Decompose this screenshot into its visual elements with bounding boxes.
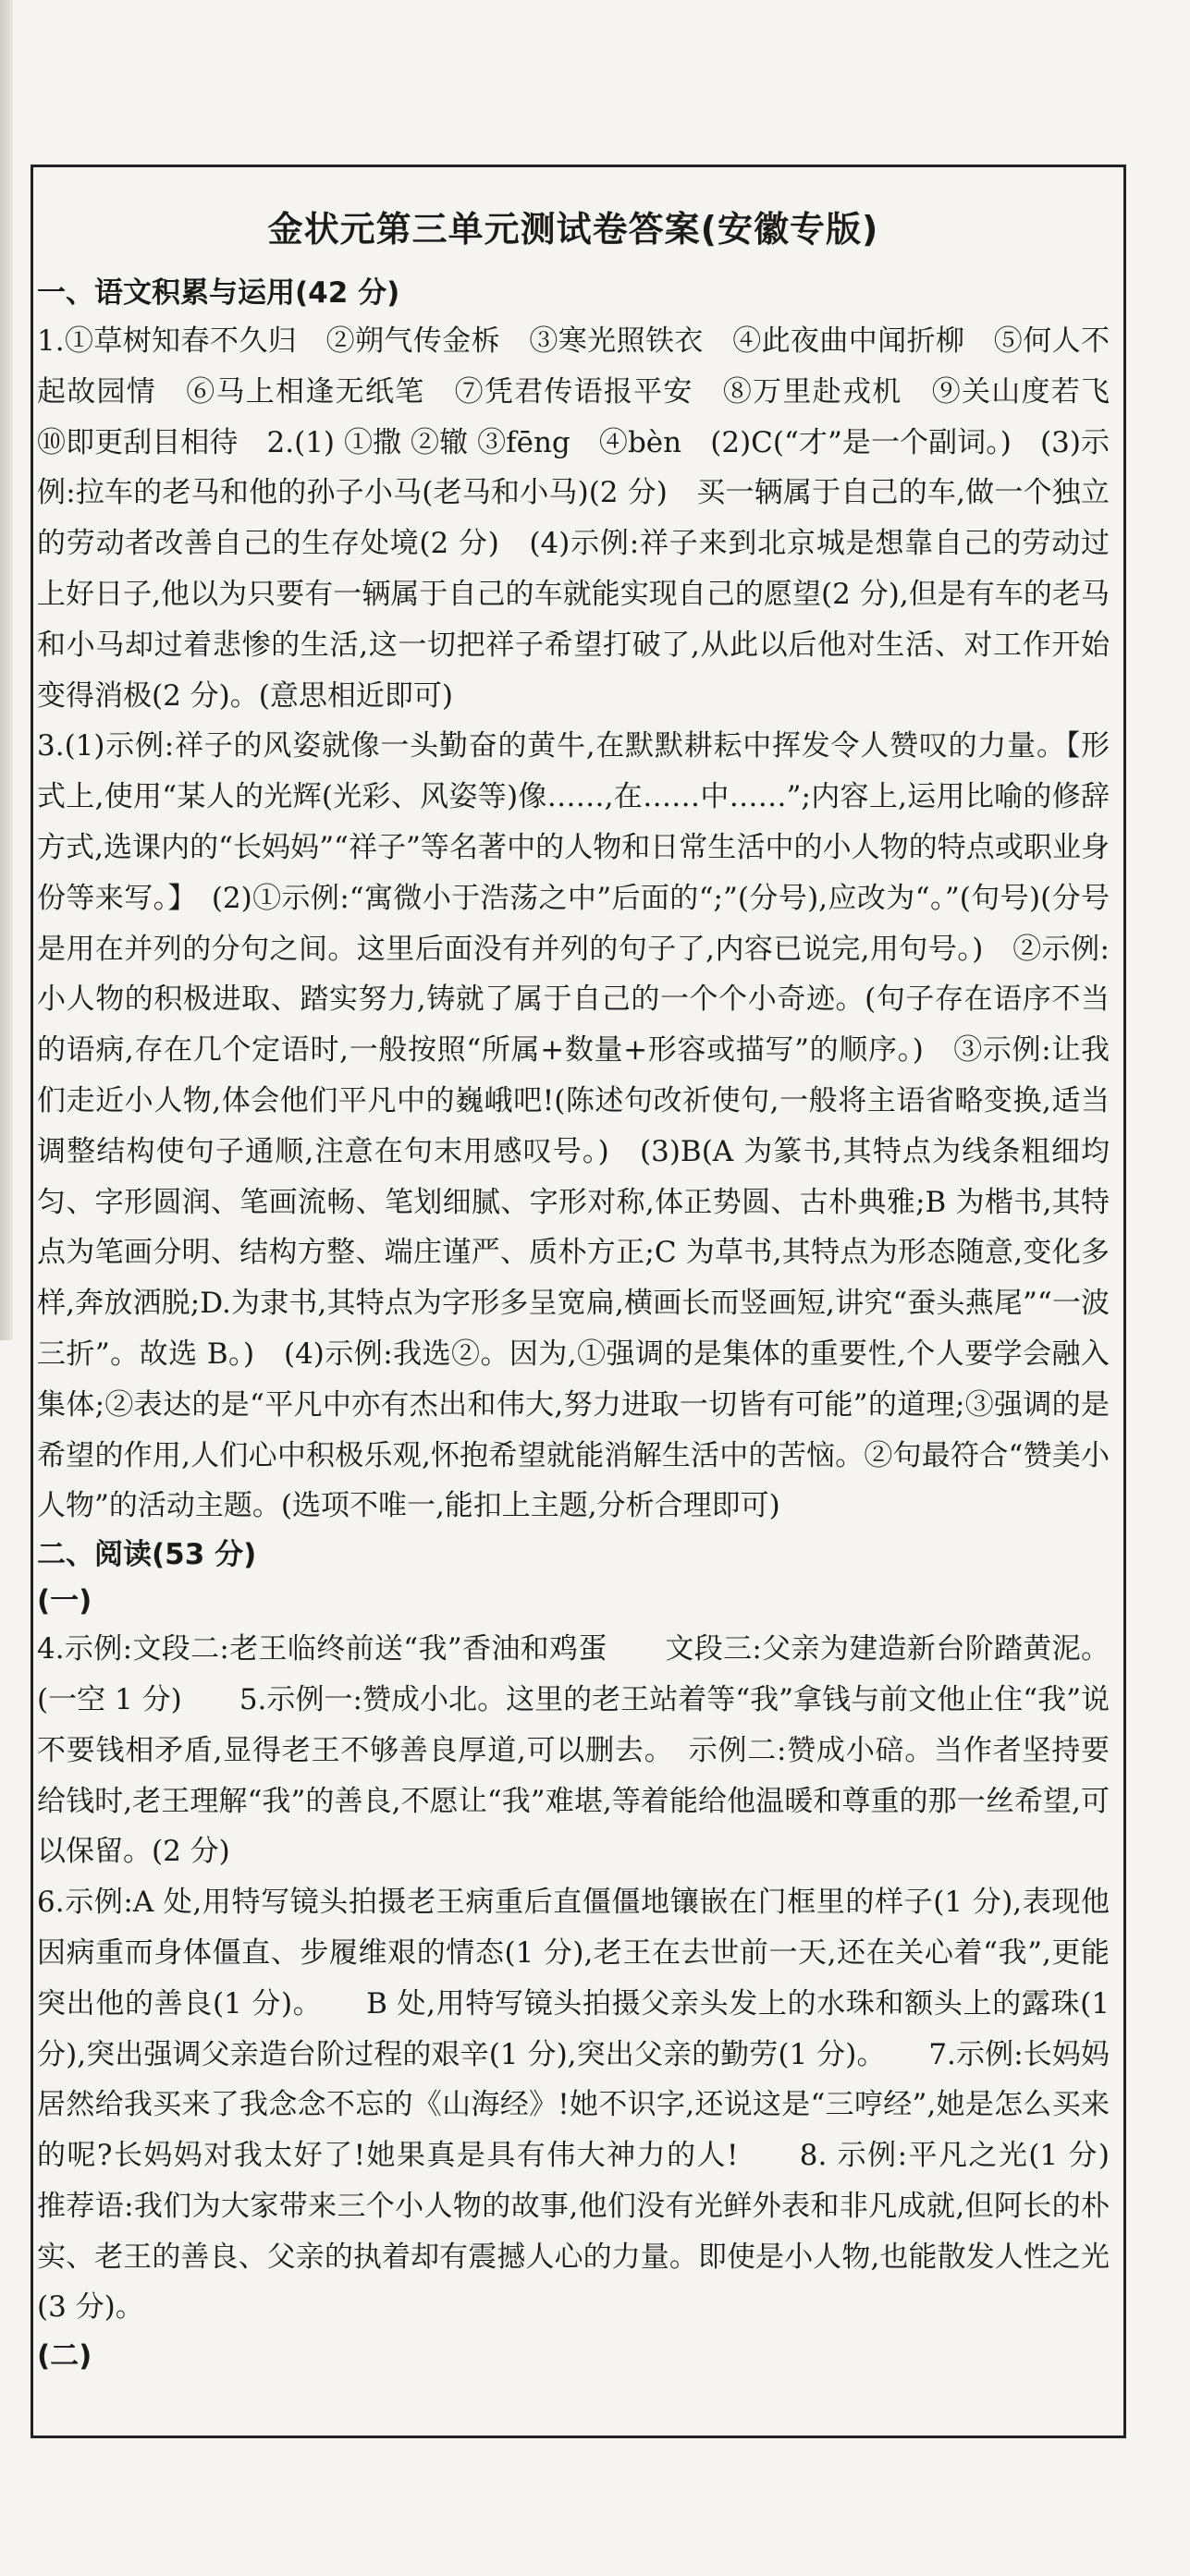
answer-paragraph-q4-q5: 4.示例:文段二:老王临终前送“我”香油和鸡蛋 文段三:父亲为建造新台阶踏黄泥。(一空 1 分) 5.示例一:赞成小北。这里的老王站着等“我”拿钱与前文他止住“我”说不要钱相矛盾,显得老王不够善良厚道,可以删去。 示例二:赞成小碚。当作者坚持要给钱时,老王理解“我”的善良,不愿让“我”难堪,等着能给他温暖和尊重的那一丝希望,可以保留。(2 分) <box>37 1632 1110 1869</box>
answer-paragraph-q1-q2: 1.①草树知春不久归 ②朔气传金柝 ③寒光照铁衣 ④此夜曲中闻折柳 ⑤何人不起故园情 ⑥马上相逢无纸笔 ⑦凭君传语报平安 ⑧万里赴戎机 ⑨关山度若飞 ⑩即更刮目相待 2.(1) ①撒 ②辙 ③fēng ④bèn (2)C(“才”是一个副词。) (3)示例:拉车的老马和他的孙子小马(老马和小马)(2 分) 买一辆属于自己的车,做一个独立的劳动者改善自己的生存处境(2 分) (4)示例:祥子来到北京城是想靠自己的劳动过上好日子,他以为只要有一辆属于自己的车就能实现自己的愿望(2 分),但是有车的老马和小马却过着悲惨的生活,这一切把祥子希望打破了,从此以后他对生活、对工作开始变得消极(2 分)。(意思相近即可) <box>37 324 1138 713</box>
answer-content <box>37 189 1138 2379</box>
page-title: 金状元第三单元测试卷答案(安徽专版) <box>267 209 879 250</box>
page-binding-edge <box>0 0 13 1340</box>
section-heading-reading: 二、阅读(53 分) <box>37 1538 257 1572</box>
section-heading-accumulation: 一、语文积累与运用(42 分) <box>37 276 400 310</box>
answer-paragraph-q3: 3.(1)示例:祥子的风姿就像一头勤奋的黄牛,在默默耕耘中挥发令人赞叹的力量。【形式上,使用“某人的光辉(光彩、风姿等)像……,在……中……”;内容上,运用比喻的修辞方式,选课内的“长妈妈”“祥子”等名著中的人物和日常生活中的小人物的特点或职业身份等来写。】 (2)①示例:“寓微小于浩荡之中”后面的“;”(分号),应改为“。”(句号)(分号是用在并列的分句之间。这里后面没有并列的句子了,内容已说完,用句号。) ②示例:小人物的积极进取、踏实努力,铸就了属于自己的一个个小奇迹。(句子存在语序不当的语病,存在几个定语时,一般按照“所属+数量+形容或描写”的顺序。) ③示例:让我们走近小人物,体会他们平凡中的巍峨吧!(陈述句改祈使句,一般将主语省略变换,适当调整结构使句子通顺,注意在句末用感叹号。) (3)B(A 为篆书,其特点为线条粗细均匀、字形圆润、笔画流畅、笔划细腻、字形对称,体正势圆、古朴典雅;B 为楷书,其特点为笔画分明、结构方整、端庄谨严、质朴方正;C 为草书,其特点为形态随意,变化多样,奔放洒脱;D.为隶书,其特点为字形多呈宽扁,横画长而竖画短,讲究“蚕头燕尾”“一波三折”。故选 B。) (4)示例:我选②。因为,①强调的是集体的重要性,个人要学会融入集体;②表达的是“平凡中亦有杰出和伟大,努力进取一切皆有可能”的道理;③强调的是希望的作用,人们心中积极乐观,怀抱希望就能消解生活中的苦恼。②句最符合“赞美小人物”的活动主题。(选项不唯一,能扣上主题,分析合理即可) <box>37 729 1110 1523</box>
subsection-heading-1: (一) <box>37 1584 92 1618</box>
subsection-heading-2: (二) <box>37 2339 92 2374</box>
answer-paragraph-q6-q8: 6.示例:A 处,用特写镜头拍摄老王病重后直僵僵地镶嵌在门框里的样子(1 分),表现他因病重而身体僵直、步履维艰的情态(1 分),老王在去世前一天,还在关心着“我”,更能突出他的善良(1 分)。 B 处,用特写镜头拍摄父亲头发上的水珠和额头上的露珠(1 分),突出强调父亲造台阶过程的艰辛(1 分),突出父亲的勤劳(1 分)。 7.示例:长妈妈居然给我买来了我念念不忘的《山海经》!她不识字,还说这是“三哼经”,她是怎么买来的呢?长妈妈对我太好了!她果真是具有伟大神力的人! 8. 示例:平凡之光(1 分) 推荐语:我们为大家带来三个小人物的故事,他们没有光鲜外表和非凡成就,但阿长的朴实、老王的善良、父亲的执着却有震撼人心的力量。即使是小人物,也能散发人性之光(3 分)。 <box>37 1886 1138 2325</box>
